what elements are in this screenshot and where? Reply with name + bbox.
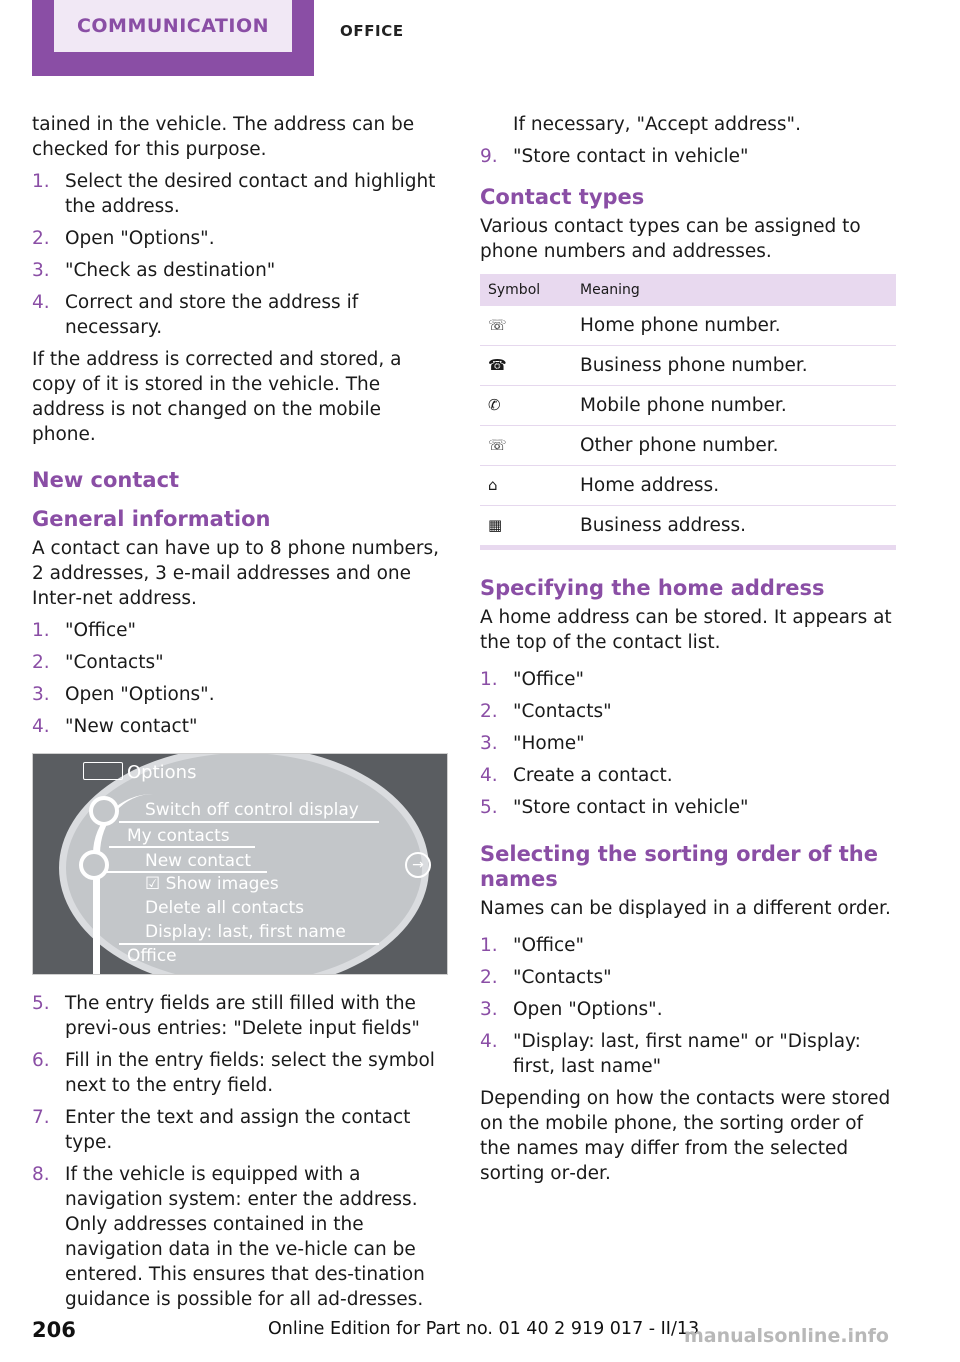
heading-general-information: General information <box>32 507 271 531</box>
heading-new-contact: New contact <box>32 468 180 492</box>
business-address-icon: ▦ <box>480 506 580 548</box>
intro-text: tained in the vehicle. The address can be checked for this purpose. <box>32 114 415 160</box>
step-text: "New contact" <box>65 716 198 737</box>
step-number: 2. <box>480 701 498 722</box>
list-item <box>32 714 446 739</box>
table-header-row <box>480 274 896 306</box>
options-menu-screenshot <box>32 753 448 975</box>
list-item <box>480 1029 896 1079</box>
list-item <box>480 965 896 990</box>
paragraph-contact-limits: A contact can have up to 8 phone numbers, 2 addresses, 3 e-mail addresses and one Inter‐net address. <box>32 538 439 609</box>
step-number: 1. <box>32 171 50 192</box>
step-number: 3. <box>32 684 50 705</box>
step-number: 1. <box>32 620 50 641</box>
step-text: "Office" <box>513 669 585 690</box>
list-item <box>32 991 446 1041</box>
step-text: "Contacts" <box>513 967 612 988</box>
step-list-check <box>32 169 446 340</box>
table-cell-meaning: Business address. <box>580 506 896 548</box>
menu-group-office: Office <box>127 946 177 966</box>
paragraph-contact-types: Various contact types can be assigned to phone numbers and addresses. <box>480 216 861 262</box>
step-text: "Display: last, first name" or "Display: first, last name" <box>513 1031 861 1077</box>
step-number: 2. <box>32 652 50 673</box>
list-item <box>32 650 446 675</box>
step-number: 8. <box>32 1164 50 1185</box>
step-text: Select the desired contact and highlight the address. <box>65 171 436 217</box>
column-header-symbol: Symbol <box>488 281 541 298</box>
contact-types-table <box>480 274 896 550</box>
heading-contact-types: Contact types <box>480 185 645 209</box>
list-item <box>32 1162 446 1312</box>
step-list-new-contact <box>32 618 446 739</box>
mobile-phone-icon: ✆ <box>480 386 580 426</box>
step-text: "Home" <box>513 733 585 754</box>
paragraph-sorting-note: Depending on how the contacts were stored on the mobile phone, the sorting order of the names may differ from the selected sorting or‐der. <box>480 1088 891 1184</box>
step-text: Fill in the entry fields: select the symbol next to the entry field. <box>65 1050 435 1096</box>
menu-item-new-contact: New contact <box>145 851 252 871</box>
step-number: 3. <box>480 733 498 754</box>
menu-divider <box>119 821 379 823</box>
list-item <box>32 618 446 643</box>
options-icon <box>83 762 123 780</box>
step-number: 5. <box>480 797 498 818</box>
table-row <box>480 466 896 506</box>
home-address-icon: ⌂ <box>480 466 580 506</box>
tab-communication-label[interactable]: COMMUNICATION <box>54 0 292 52</box>
menu-item-switch-off-display: Switch off control display <box>145 800 359 820</box>
heading-home-address: Specifying the home address <box>480 576 825 600</box>
menu-group-my-contacts: My contacts <box>127 826 230 846</box>
step-number: 2. <box>32 228 50 249</box>
step-text: "Store contact in vehicle" <box>513 146 749 167</box>
step-text: "Store contact in vehicle" <box>513 797 749 818</box>
step-list-store <box>480 144 896 169</box>
menu-divider <box>109 846 255 848</box>
step-text: "Check as destination" <box>65 260 276 281</box>
step-list-home-address <box>480 667 896 820</box>
list-item <box>32 1105 446 1155</box>
menu-item-show-images <box>145 872 279 897</box>
step-text: Create a contact. <box>513 765 673 786</box>
step-continuation-text: If necessary, "Accept address". <box>513 114 801 135</box>
table-row <box>480 506 896 548</box>
list-item <box>32 1048 446 1098</box>
step-text: Open "Options". <box>513 999 663 1020</box>
list-item <box>480 667 896 692</box>
menu-item-delete-all: Delete all contacts <box>145 898 305 918</box>
watermark-site: manualsonline.info <box>684 1325 889 1347</box>
options-title: Options <box>127 762 197 783</box>
heading-sorting-order: Selecting the sorting order of the names <box>480 842 878 891</box>
controller-knob-icon <box>89 796 119 826</box>
step-number: 4. <box>480 765 498 786</box>
header-tabs <box>0 0 960 80</box>
list-item <box>480 731 896 756</box>
step-number: 4. <box>480 1031 498 1052</box>
right-column <box>480 112 896 1193</box>
forward-arrow-icon: → <box>405 852 431 878</box>
step-text: The entry fields are still filled with the previ‐ous entries: "Delete input fields" <box>65 993 420 1039</box>
step-text: Open "Options". <box>65 228 215 249</box>
step-number: 3. <box>480 999 498 1020</box>
list-item <box>32 682 446 707</box>
table-cell-meaning: Home address. <box>580 466 896 506</box>
table-row <box>480 346 896 386</box>
step-list-entry-fields <box>32 991 446 1312</box>
edition-note: Online Edition for Part no. 01 40 2 919 017 - II/13 <box>268 1319 700 1339</box>
step-text: "Contacts" <box>513 701 612 722</box>
paragraph-home-address: A home address can be stored. It appears at the top of the contact list. <box>480 607 892 653</box>
list-item <box>480 699 896 724</box>
list-item <box>480 144 896 169</box>
step-number: 1. <box>480 669 498 690</box>
controller-knob-selected-icon <box>79 850 109 880</box>
list-item <box>32 169 446 219</box>
step-text: If the vehicle is equipped with a navigation system: enter the address. Only addresses contained in the navigation data in the ve‐hicle can be entered. This ensures that des‐tination guidance is possible for all ad‐dresses. <box>65 1164 425 1310</box>
left-column <box>32 112 446 1319</box>
step-text: "Office" <box>513 935 585 956</box>
table-row <box>480 426 896 466</box>
list-item <box>480 933 896 958</box>
step-number: 1. <box>480 935 498 956</box>
business-phone-icon: ☎ <box>480 346 580 386</box>
table-cell-meaning: Business phone number. <box>580 346 896 386</box>
column-header-meaning: Meaning <box>580 281 640 298</box>
menu-item-label: Show images <box>165 874 279 894</box>
table-row <box>480 386 896 426</box>
step-number: 4. <box>32 716 50 737</box>
home-phone-icon: ☏ <box>480 306 580 346</box>
step-number: 7. <box>32 1107 50 1128</box>
step-text: "Contacts" <box>65 652 164 673</box>
list-item <box>32 290 446 340</box>
step-text: "Office" <box>65 620 137 641</box>
list-item <box>480 997 896 1022</box>
list-item <box>480 763 896 788</box>
paragraph-sorting-order: Names can be displayed in a different order. <box>480 898 891 919</box>
paragraph-copy-stored: If the address is corrected and stored, a copy of it is stored in the vehicle. The address is not changed on the mobile phone. <box>32 349 402 445</box>
list-item <box>480 795 896 820</box>
table-row <box>480 306 896 346</box>
list-item <box>32 258 446 283</box>
page-number: 206 <box>32 1318 76 1342</box>
step-list-sorting <box>480 933 896 1079</box>
step-number: 4. <box>32 292 50 313</box>
step-number: 6. <box>32 1050 50 1071</box>
other-phone-icon: ☏ <box>480 426 580 466</box>
step-number: 2. <box>480 967 498 988</box>
checkbox-icon: ☑ <box>145 874 166 894</box>
step-number: 5. <box>32 993 50 1014</box>
step-text: Open "Options". <box>65 684 215 705</box>
table-cell-meaning: Mobile phone number. <box>580 386 896 426</box>
menu-item-display-order: Display: last, first name <box>145 922 346 942</box>
step-text: Correct and store the address if necessary. <box>65 292 359 338</box>
table-cell-meaning: Other phone number. <box>580 426 896 466</box>
step-number: 3. <box>32 260 50 281</box>
table-cell-meaning: Home phone number. <box>580 306 896 346</box>
list-item <box>32 226 446 251</box>
step-number: 9. <box>480 146 498 167</box>
tab-office[interactable]: OFFICE <box>340 22 404 40</box>
step-text: Enter the text and assign the contact type. <box>65 1107 411 1153</box>
